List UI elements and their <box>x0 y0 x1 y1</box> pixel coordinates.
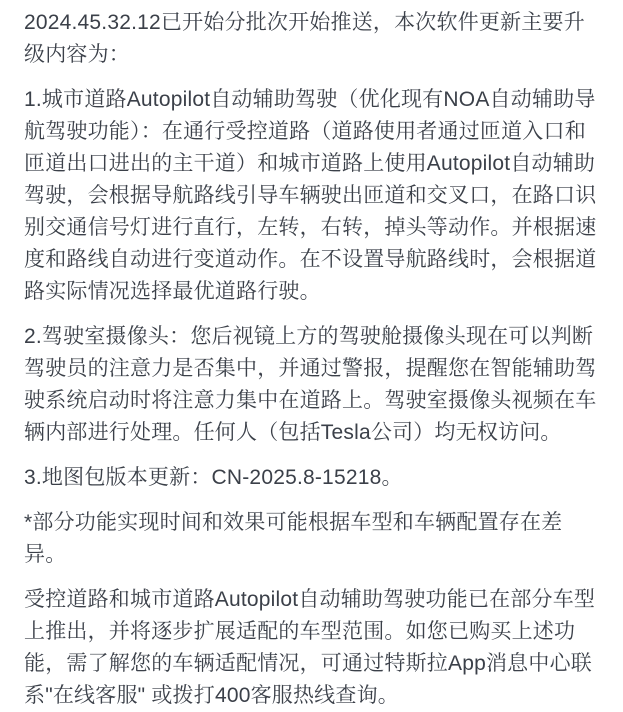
release-notes-intro-text: 2024.45.32.12已开始分批次开始推送，本次软件更新主要升级内容为： <box>24 11 585 66</box>
availability-notice-text: 受控道路和城市道路Autopilot自动辅助驾驶功能已在部分车型上推出，并将逐步扩展适配的车型范围。如您已购买上述功能，需了解您的车辆适配情况，可通过特斯拉App消息中心联系"在线客服" 或拨打400客服热线查询。 <box>24 588 596 707</box>
disclaimer-text: *部分功能实现时间和效果可能根据车型和车辆配置存在差异。 <box>24 511 563 566</box>
feature-cabin-camera-text: 2.驾驶室摄像头：您后视镜上方的驾驶舱摄像头现在可以判断驾驶员的注意力是否集中，并通过警报，提醒您在智能辅助驾驶系统启动时将注意力集中在道路上。驾驶室摄像头视频在车辆内部进行处理。任何人（包括Tesla公司）均无权访问。 <box>24 325 597 444</box>
feature-map-package-text: 3.地图包版本更新：CN-2025.8-15218。 <box>24 466 403 489</box>
feature-city-autopilot-text: 1.城市道路Autopilot自动辅助驾驶（优化现有NOA自动辅助导航驾驶功能）：在通行受控道路（道路使用者通过匝道入口和匝道出口进出的主干道）和城市道路上使用Autopilot自动辅助驾驶，会根据导航路线引导车辆驶出匝道和交叉口，在路口识别交通信号灯进行直行，左转，右转，掉头等动作。并根据速度和路线自动进行变道动作。在不设置导航路线时，会根据道路实际情况选择最优道路行驶。 <box>24 88 597 303</box>
